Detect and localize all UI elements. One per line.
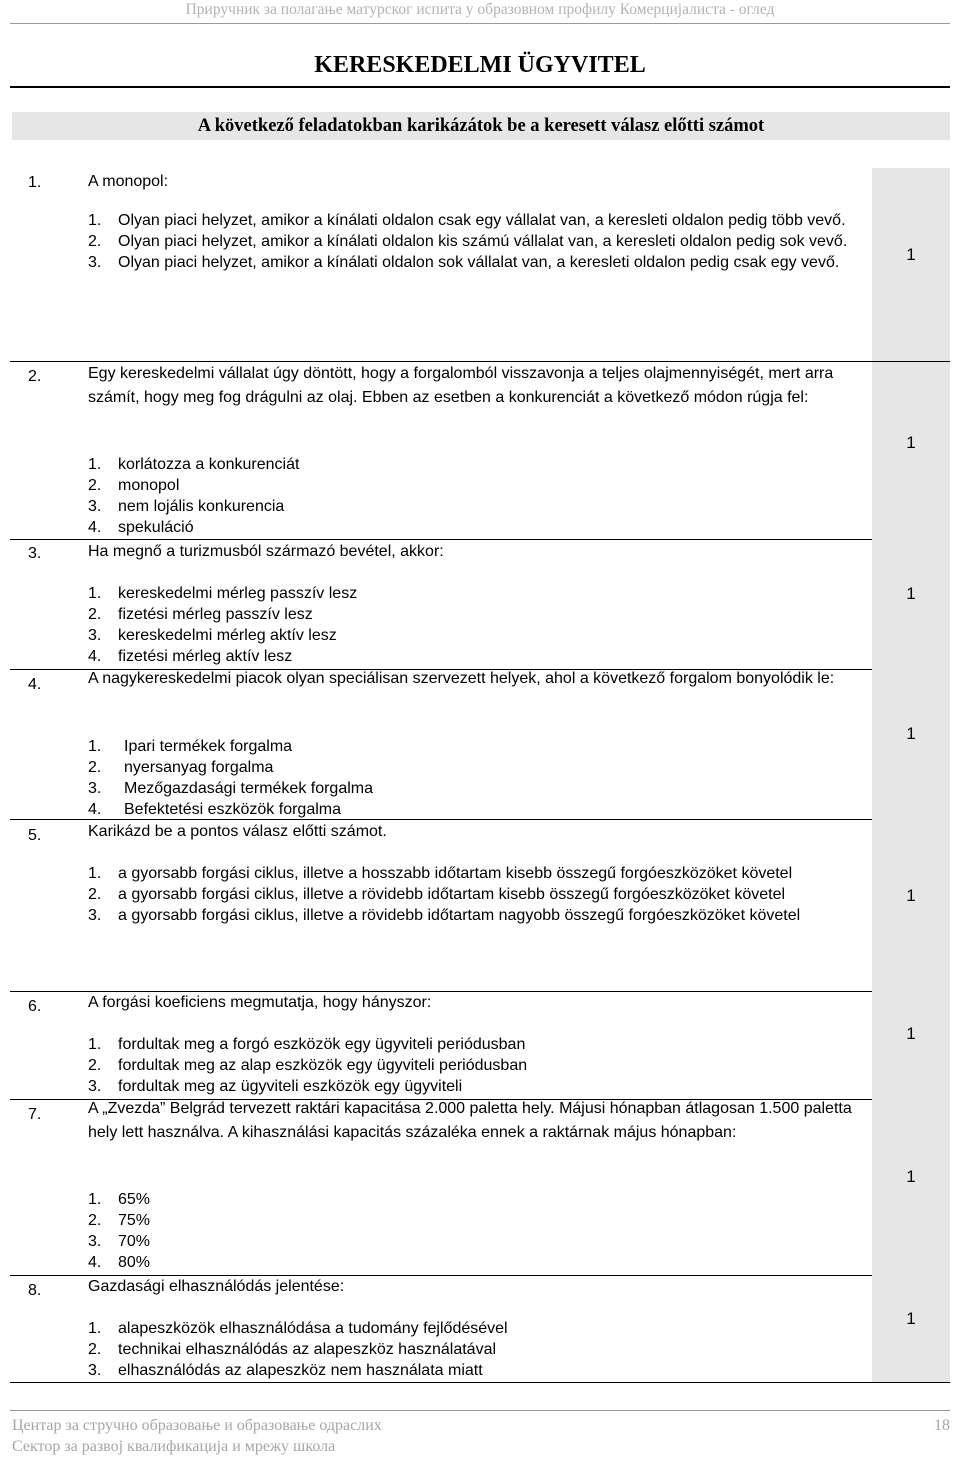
option-text: Olyan piaci helyzet, amikor a kínálati oldalon csak egy vállalat van, a keresleti oldalon pedig több vevő. xyxy=(118,212,846,229)
question-text: Gazdasági elhasználódás jelentése: xyxy=(88,1278,345,1295)
question-number: 7. xyxy=(28,1106,42,1123)
option-3[interactable] xyxy=(88,1231,860,1252)
option-4[interactable] xyxy=(88,1252,860,1273)
option-text: fizetési mérleg aktív lesz xyxy=(118,648,293,665)
question-text: A forgási koeficiens megmutatja, hogy hányszor: xyxy=(88,994,432,1011)
option-2[interactable] xyxy=(88,1055,860,1076)
score-value: 1 xyxy=(906,1167,916,1186)
option-number: 3. xyxy=(88,1233,102,1250)
question-number: 5. xyxy=(28,827,42,844)
option-number: 2. xyxy=(88,759,102,776)
option-number: 1. xyxy=(88,456,102,473)
option-text: fizetési mérleg passzív lesz xyxy=(118,606,313,623)
question-text: A nagykereskedelmi piacok olyan speciálisan szervezett helyek, ahol a következő forgalom bonyolódik le: xyxy=(88,670,835,687)
option-3[interactable] xyxy=(88,1360,860,1381)
option-text: korlátozza a konkurenciát xyxy=(118,456,300,473)
option-number: 3. xyxy=(88,498,102,515)
question-number: 4. xyxy=(28,676,42,693)
option-text: Befektetési eszközök forgalma xyxy=(124,801,341,818)
page-number: 18 xyxy=(934,1417,950,1434)
option-3[interactable] xyxy=(88,625,860,646)
option-number: 3. xyxy=(88,1078,102,1095)
option-3[interactable] xyxy=(88,905,860,926)
option-list xyxy=(88,210,860,273)
option-number: 1. xyxy=(88,585,102,602)
option-text: a gyorsabb forgási ciklus, illetve a rövidebb időtartam kisebb összegű forgóeszközöket követel xyxy=(118,886,786,903)
option-3[interactable] xyxy=(88,496,860,517)
document-title: KERESKEDELMI ÜGYVITEL xyxy=(314,52,646,78)
option-text: 65% xyxy=(118,1191,151,1208)
option-number: 4. xyxy=(88,519,102,536)
instruction-banner: A következő feladatokban karikázátok be a keresett válasz előtti számot xyxy=(12,112,950,140)
option-text: 75% xyxy=(118,1212,151,1229)
option-number: 2. xyxy=(88,1341,102,1358)
option-list xyxy=(88,583,860,667)
option-2[interactable] xyxy=(88,1210,860,1231)
question-number: 6. xyxy=(28,998,42,1015)
option-2[interactable] xyxy=(88,231,860,252)
option-number: 4. xyxy=(88,801,102,818)
option-4[interactable] xyxy=(88,799,860,820)
option-2[interactable] xyxy=(88,757,860,778)
option-text: Olyan piaci helyzet, amikor a kínálati oldalon kis számú vállalat van, a keresleti oldalon pedig sok vevő. xyxy=(118,233,848,250)
option-text: fordultak meg a forgó eszközök egy ügyviteli periódusban xyxy=(118,1036,526,1053)
option-text: alapeszközök elhasználódása a tudomány fejlődésével xyxy=(118,1320,508,1337)
question-number: 1. xyxy=(28,174,42,191)
score-value: 1 xyxy=(906,245,916,264)
option-number: 2. xyxy=(88,1057,102,1074)
question-text: Karikázd be a pontos válasz előtti számot. xyxy=(88,823,387,840)
option-2[interactable] xyxy=(88,1339,860,1360)
option-text: fordultak meg az ügyviteli eszközök egy ügyviteli xyxy=(118,1078,463,1095)
option-text: kereskedelmi mérleg passzív lesz xyxy=(118,585,358,602)
option-number: 2. xyxy=(88,606,102,623)
question-text: A „Zvezda” Belgrád tervezett raktári kapacitása 2.000 paletta hely. Májusi hónapban átlagosan 1.500 paletta hely lett használva. A kihasználási kapacitás százaléka ennek a raktárnak május hónapban: xyxy=(88,1100,852,1141)
option-list xyxy=(88,1034,860,1097)
option-number: 2. xyxy=(88,886,102,903)
option-number: 4. xyxy=(88,648,102,665)
option-text: a gyorsabb forgási ciklus, illetve a rövidebb időtartam nagyobb összegű forgóeszközöket követel xyxy=(118,907,801,924)
score-value: 1 xyxy=(906,1024,916,1043)
option-1[interactable] xyxy=(88,210,860,231)
option-list xyxy=(88,736,860,820)
title-rule xyxy=(10,86,950,88)
option-list xyxy=(88,1189,860,1273)
option-number: 1. xyxy=(88,1320,102,1337)
option-text: 80% xyxy=(118,1254,151,1271)
option-number: 3. xyxy=(88,627,102,644)
option-1[interactable] xyxy=(88,583,860,604)
option-text: kereskedelmi mérleg aktív lesz xyxy=(118,627,337,644)
option-text: a gyorsabb forgási ciklus, illetve a hosszabb időtartam kisebb összegű forgóeszközöket követel xyxy=(118,865,793,882)
option-number: 1. xyxy=(88,212,102,229)
option-text: monopol xyxy=(118,477,180,494)
header-rule xyxy=(10,23,950,24)
option-list xyxy=(88,454,860,538)
option-text: technikai elhasználódás az alapeszköz használatával xyxy=(118,1341,497,1358)
option-number: 2. xyxy=(88,233,102,250)
option-number: 3. xyxy=(88,1362,102,1379)
option-text: Ipari termékek forgalma xyxy=(124,738,293,755)
option-text: nyersanyag forgalma xyxy=(124,759,274,776)
score-value: 1 xyxy=(906,1309,916,1328)
footer-line-1: Центар за стручно образовање и образовање одраслих xyxy=(12,1417,382,1434)
option-text: fordultak meg az alap eszközök egy ügyviteli periódusban xyxy=(118,1057,528,1074)
footer-line-2: Сектор за развој квалификација и мрежу школа xyxy=(12,1438,336,1455)
option-text: elhasználódás az alapeszköz nem használata miatt xyxy=(118,1362,483,1379)
option-number: 4. xyxy=(88,1254,102,1271)
option-1[interactable] xyxy=(88,454,860,475)
option-text: spekuláció xyxy=(118,519,194,536)
option-1[interactable] xyxy=(88,863,860,884)
question-number: 2. xyxy=(28,368,42,385)
question-text: A monopol: xyxy=(88,173,169,190)
score-value: 1 xyxy=(906,433,916,452)
option-4[interactable] xyxy=(88,517,860,538)
option-number: 1. xyxy=(88,738,102,755)
option-2[interactable] xyxy=(88,884,860,905)
footer-rule xyxy=(10,1410,950,1411)
option-1[interactable] xyxy=(88,1318,860,1339)
option-2[interactable] xyxy=(88,475,860,496)
score-value: 1 xyxy=(906,584,916,603)
option-text: Mezőgazdasági termékek forgalma xyxy=(124,780,374,797)
running-header: Приручник за полагање матурског испита у образовном профилу Комерцијалиста - оглед xyxy=(185,1,775,18)
option-2[interactable] xyxy=(88,604,860,625)
score-value: 1 xyxy=(906,724,916,743)
option-list xyxy=(88,863,860,926)
option-number: 1. xyxy=(88,1036,102,1053)
option-1[interactable] xyxy=(88,1034,860,1055)
option-number: 2. xyxy=(88,477,102,494)
option-1[interactable] xyxy=(88,736,860,757)
option-3[interactable] xyxy=(88,1076,860,1097)
question-number: 8. xyxy=(28,1282,42,1299)
option-number: 1. xyxy=(88,1191,102,1208)
option-3[interactable] xyxy=(88,252,860,273)
option-text: nem lojális konkurencia xyxy=(118,498,285,515)
option-3[interactable] xyxy=(88,778,860,799)
option-list xyxy=(88,1318,860,1381)
option-number: 1. xyxy=(88,865,102,882)
option-number: 3. xyxy=(88,254,102,271)
option-text: 70% xyxy=(118,1233,151,1250)
option-number: 3. xyxy=(88,780,102,797)
option-4[interactable] xyxy=(88,646,860,667)
question-number: 3. xyxy=(28,545,42,562)
question-text: Ha megnő a turizmusból származó bevétel, akkor: xyxy=(88,543,444,560)
option-text: Olyan piaci helyzet, amikor a kínálati oldalon sok vállalat van, a keresleti oldalon pedig csak egy vevő. xyxy=(118,254,840,271)
option-number: 2. xyxy=(88,1212,102,1229)
question-divider xyxy=(10,1382,950,1383)
question-text: Egy kereskedelmi vállalat úgy döntött, hogy a forgalomból visszavonja a teljes olajmennyiségét, mert arra számít, hogy meg fog drágulni az olaj. Ebben az esetben a konkurenciát a következő módon rúgja fel: xyxy=(88,365,834,406)
option-number: 3. xyxy=(88,907,102,924)
score-value: 1 xyxy=(906,886,916,905)
option-1[interactable] xyxy=(88,1189,860,1210)
score-column xyxy=(872,168,950,1382)
